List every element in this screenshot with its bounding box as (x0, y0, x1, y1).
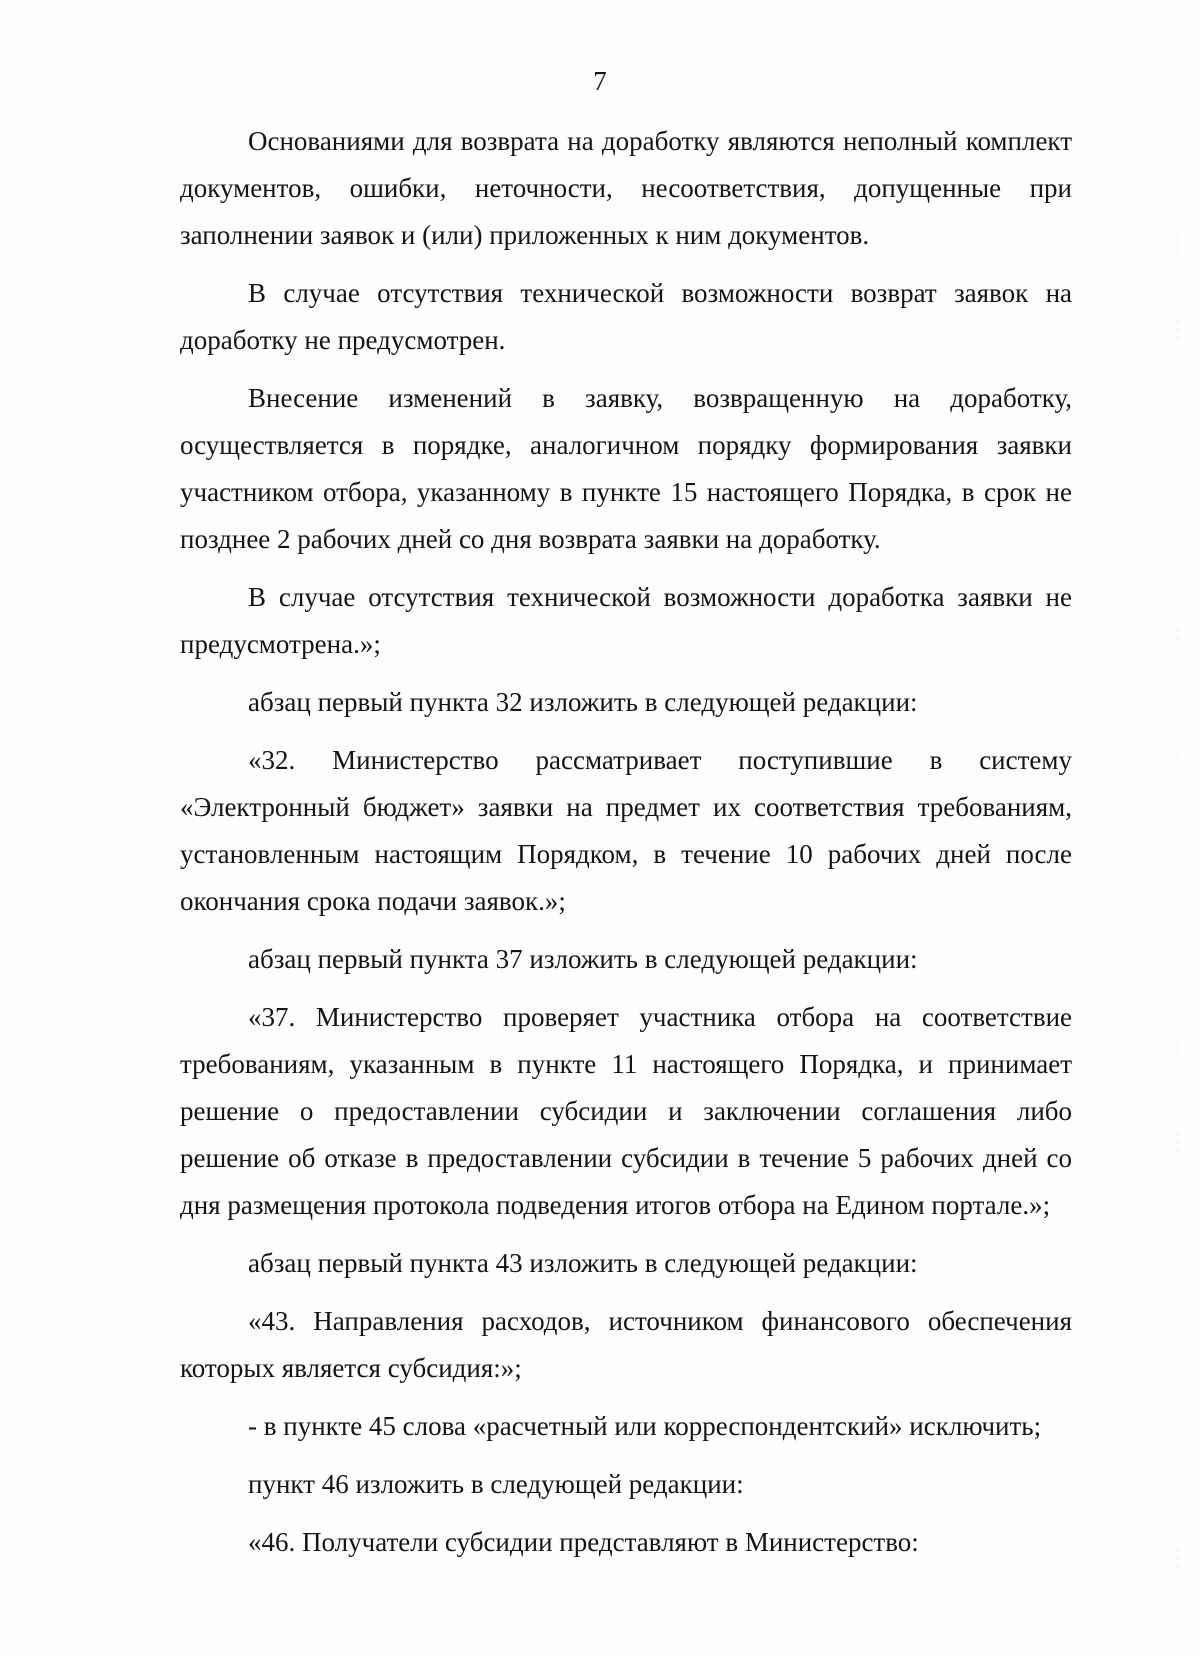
paragraph-item-43: «43. Направления расходов, источником финансового обеспечения которых является субсидия:»; (180, 1306, 1072, 1383)
page-number: 7 (593, 66, 607, 96)
paragraph-item-45: - в пункте 45 слова «расчетный или корреспондентский» исключить; (248, 1411, 1042, 1441)
scan-noise: · (1176, 751, 1180, 760)
paragraph-item-32: «32. Министерство рассматривает поступившие в систему «Электронный бюджет» заявки на предмет их соответствия требованиям, установленным настоящим Порядком, в течение 10 рабочих дней после окончания срока подачи заявок.»; (180, 745, 1072, 916)
scan-noise: · · · (1176, 317, 1180, 342)
paragraph-changes: Внесение изменений в заявку, возвращенную на доработку, осуществляется в порядке, аналогичном порядку формирования заявки участником отбора, указанному в пункте 15 настоящего Порядка, в срок не позднее 2 рабочих дней со дня возврата заявки на доработку. (180, 383, 1072, 554)
paragraph-item-37: «37. Министерство проверяет участника отбора на соответствие требованиям, указанным в пункте 11 настоящего Порядка, и принимает решение о предоставлении субсидии и заключении соглашения либо решение об отказе в предоставлении субсидии в течение 5 рабочих дней со дня размещения протокола подведения итогов отбора на Едином портале.»; (180, 1002, 1072, 1220)
paragraph-amend-46: пункт 46 изложить в следующей редакции: (248, 1469, 744, 1499)
paragraph-no-return: В случае отсутствия технической возможности возврат заявок на доработку не предусмотрен. (180, 278, 1072, 355)
paragraph-return-grounds: Основаниями для возврата на доработку являются неполный комплект документов, ошибки, неточности, несоответствия, допущенные при заполнении заявок и (или) приложенных к ним документов. (180, 126, 1072, 250)
paragraph-amend-32: абзац первый пункта 32 изложить в следующей редакции: (248, 687, 918, 717)
paragraph-item-46: «46. Получатели субсидии представляют в Министерство: (248, 1527, 919, 1557)
scan-noise: · · (1176, 627, 1180, 644)
paragraph-amend-37: абзац первый пункта 37 изложить в следующей редакции: (248, 944, 918, 974)
scan-noise: · · (1176, 1039, 1180, 1056)
paragraph-amend-43: абзац первый пункта 43 изложить в следующей редакции: (248, 1248, 918, 1278)
scan-noise: · · · (1176, 1547, 1180, 1572)
scan-noise: · · · (1176, 1131, 1180, 1156)
paragraph-no-revision: В случае отсутствия технической возможности доработка заявки не предусмотрена.»; (180, 582, 1072, 659)
scan-noise: · · · (1176, 231, 1180, 256)
document-body (180, 118, 1072, 1577)
